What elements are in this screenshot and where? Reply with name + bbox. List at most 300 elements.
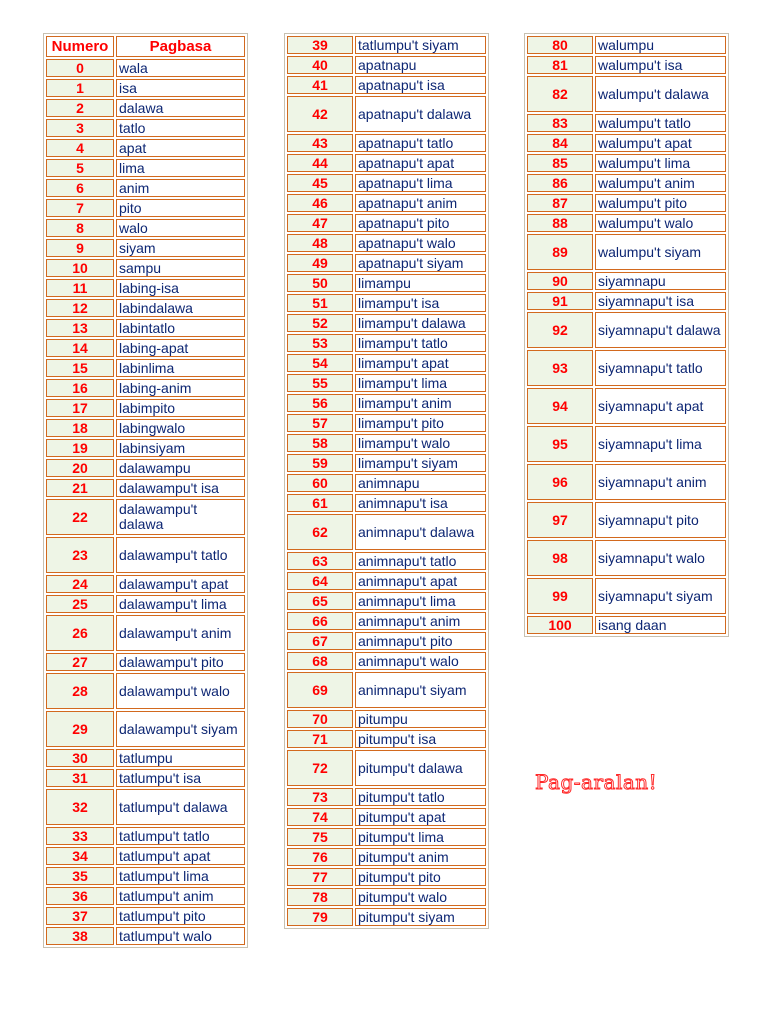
number-cell: 31 xyxy=(46,769,114,787)
reading-cell: walo xyxy=(116,219,245,237)
numbers-table-2 xyxy=(284,33,489,929)
reading-cell: apatnapu't anim xyxy=(355,194,486,212)
number-cell: 86 xyxy=(527,174,593,192)
number-cell: 3 xyxy=(46,119,114,137)
reading-cell: dalawampu't lima xyxy=(116,595,245,613)
table-row xyxy=(46,79,245,97)
reading-cell: walumpu't isa xyxy=(595,56,726,74)
study-note: Pag-aralan! xyxy=(535,770,658,794)
reading-cell: labintatlo xyxy=(116,319,245,337)
reading-cell: pitumpu't siyam xyxy=(355,908,486,926)
table-row xyxy=(527,292,726,310)
number-cell: 83 xyxy=(527,114,593,132)
table-row xyxy=(46,847,245,865)
number-cell: 56 xyxy=(287,394,353,412)
number-cell: 87 xyxy=(527,194,593,212)
reading-cell: walumpu't lima xyxy=(595,154,726,172)
reading-cell: siyamnapu't anim xyxy=(595,464,726,500)
table-row xyxy=(46,537,245,573)
table-row xyxy=(46,139,245,157)
number-cell: 97 xyxy=(527,502,593,538)
reading-cell: tatlumpu't isa xyxy=(116,769,245,787)
number-cell: 94 xyxy=(527,388,593,424)
number-cell: 17 xyxy=(46,399,114,417)
reading-cell: siyamnapu't apat xyxy=(595,388,726,424)
table-row xyxy=(46,711,245,747)
reading-cell: pitumpu't tatlo xyxy=(355,788,486,806)
table-row xyxy=(527,616,726,634)
reading-cell: siyam xyxy=(116,239,245,257)
reading-cell: dalawampu't isa xyxy=(116,479,245,497)
number-cell: 53 xyxy=(287,334,353,352)
table-row xyxy=(527,502,726,538)
table-row xyxy=(527,36,726,54)
table-row xyxy=(287,96,486,132)
reading-cell: siyamnapu't tatlo xyxy=(595,350,726,386)
table-row xyxy=(46,239,245,257)
reading-cell: walumpu xyxy=(595,36,726,54)
number-cell: 61 xyxy=(287,494,353,512)
number-cell: 57 xyxy=(287,414,353,432)
number-cell: 52 xyxy=(287,314,353,332)
reading-cell: animnapu't anim xyxy=(355,612,486,630)
number-cell: 21 xyxy=(46,479,114,497)
reading-cell: limampu't siyam xyxy=(355,454,486,472)
table-row xyxy=(287,394,486,412)
table-row xyxy=(46,673,245,709)
reading-cell: animnapu't apat xyxy=(355,572,486,590)
reading-cell: tatlumpu xyxy=(116,749,245,767)
number-cell: 28 xyxy=(46,673,114,709)
table-row xyxy=(287,494,486,512)
table-row xyxy=(46,459,245,477)
reading-cell: animnapu't isa xyxy=(355,494,486,512)
reading-cell: dalawampu't walo xyxy=(116,673,245,709)
table-row xyxy=(287,592,486,610)
number-cell: 98 xyxy=(527,540,593,576)
reading-cell: pitumpu't pito xyxy=(355,868,486,886)
table-row xyxy=(46,219,245,237)
reading-cell: pitumpu xyxy=(355,710,486,728)
table-row xyxy=(287,214,486,232)
table-row xyxy=(287,552,486,570)
table-row xyxy=(527,388,726,424)
table-row xyxy=(46,399,245,417)
reading-cell: walumpu't siyam xyxy=(595,234,726,270)
table-row xyxy=(287,134,486,152)
number-cell: 81 xyxy=(527,56,593,74)
number-cell: 26 xyxy=(46,615,114,651)
number-cell: 5 xyxy=(46,159,114,177)
reading-cell: animnapu't pito xyxy=(355,632,486,650)
table-row xyxy=(527,350,726,386)
number-cell: 73 xyxy=(287,788,353,806)
table-row xyxy=(287,434,486,452)
number-cell: 10 xyxy=(46,259,114,277)
table-row xyxy=(527,426,726,462)
table-row xyxy=(287,888,486,906)
number-cell: 8 xyxy=(46,219,114,237)
reading-cell: apatnapu't dalawa xyxy=(355,96,486,132)
reading-cell: dalawa xyxy=(116,99,245,117)
table-row xyxy=(287,374,486,392)
number-cell: 70 xyxy=(287,710,353,728)
number-cell: 63 xyxy=(287,552,353,570)
table-row xyxy=(46,887,245,905)
reading-cell: pitumpu't dalawa xyxy=(355,750,486,786)
number-cell: 85 xyxy=(527,154,593,172)
reading-cell: wala xyxy=(116,59,245,77)
reading-cell: pito xyxy=(116,199,245,217)
table-row xyxy=(46,749,245,767)
reading-cell: apatnapu't walo xyxy=(355,234,486,252)
number-cell: 33 xyxy=(46,827,114,845)
numbers-table-3 xyxy=(524,33,729,637)
reading-cell: animnapu't lima xyxy=(355,592,486,610)
reading-cell: tatlumpu't dalawa xyxy=(116,789,245,825)
number-cell: 54 xyxy=(287,354,353,372)
reading-cell: tatlumpu't tatlo xyxy=(116,827,245,845)
number-cell: 22 xyxy=(46,499,114,535)
reading-cell: limampu't anim xyxy=(355,394,486,412)
table-header-row xyxy=(46,36,245,57)
reading-cell: apat xyxy=(116,139,245,157)
number-cell: 47 xyxy=(287,214,353,232)
number-cell: 95 xyxy=(527,426,593,462)
reading-cell: tatlumpu't pito xyxy=(116,907,245,925)
number-cell: 4 xyxy=(46,139,114,157)
table-row xyxy=(46,279,245,297)
reading-cell: siyamnapu't walo xyxy=(595,540,726,576)
number-cell: 66 xyxy=(287,612,353,630)
number-cell: 43 xyxy=(287,134,353,152)
table-row xyxy=(46,359,245,377)
table-row xyxy=(527,234,726,270)
reading-cell: labing-apat xyxy=(116,339,245,357)
reading-cell: isa xyxy=(116,79,245,97)
reading-cell: pitumpu't walo xyxy=(355,888,486,906)
reading-cell: labinlima xyxy=(116,359,245,377)
number-cell: 38 xyxy=(46,927,114,945)
reading-cell: dalawampu xyxy=(116,459,245,477)
number-cell: 62 xyxy=(287,514,353,550)
table-row xyxy=(46,199,245,217)
reading-cell: walumpu't apat xyxy=(595,134,726,152)
reading-cell: limampu't walo xyxy=(355,434,486,452)
number-cell: 93 xyxy=(527,350,593,386)
reading-cell: labindalawa xyxy=(116,299,245,317)
number-cell: 0 xyxy=(46,59,114,77)
table-row xyxy=(287,194,486,212)
reading-cell: siyamnapu't lima xyxy=(595,426,726,462)
number-cell: 60 xyxy=(287,474,353,492)
table-row xyxy=(527,540,726,576)
reading-cell: animnapu xyxy=(355,474,486,492)
number-cell: 65 xyxy=(287,592,353,610)
number-cell: 36 xyxy=(46,887,114,905)
reading-cell: siyamnapu't pito xyxy=(595,502,726,538)
number-cell: 2 xyxy=(46,99,114,117)
number-cell: 82 xyxy=(527,76,593,112)
reading-cell: walumpu't walo xyxy=(595,214,726,232)
number-cell: 27 xyxy=(46,653,114,671)
table-row xyxy=(287,652,486,670)
number-cell: 69 xyxy=(287,672,353,708)
table-row xyxy=(287,848,486,866)
number-cell: 13 xyxy=(46,319,114,337)
table-row xyxy=(287,612,486,630)
numbers-table-1-body xyxy=(46,59,245,945)
number-cell: 6 xyxy=(46,179,114,197)
reading-cell: siyamnapu xyxy=(595,272,726,290)
table-row xyxy=(46,499,245,535)
table-row xyxy=(46,299,245,317)
number-cell: 96 xyxy=(527,464,593,500)
number-cell: 20 xyxy=(46,459,114,477)
reading-cell: limampu't isa xyxy=(355,294,486,312)
reading-cell: lima xyxy=(116,159,245,177)
reading-cell: walumpu't tatlo xyxy=(595,114,726,132)
table-row xyxy=(287,908,486,926)
table-row xyxy=(287,154,486,172)
table-row xyxy=(287,36,486,54)
table-row xyxy=(46,379,245,397)
table-row xyxy=(46,575,245,593)
reading-cell: dalawampu't siyam xyxy=(116,711,245,747)
table-row xyxy=(287,788,486,806)
reading-cell: tatlumpu't anim xyxy=(116,887,245,905)
table-row xyxy=(527,578,726,614)
reading-cell: isang daan xyxy=(595,616,726,634)
number-cell: 45 xyxy=(287,174,353,192)
number-cell: 32 xyxy=(46,789,114,825)
number-cell: 71 xyxy=(287,730,353,748)
number-cell: 89 xyxy=(527,234,593,270)
number-cell: 42 xyxy=(287,96,353,132)
numbers-table-1 xyxy=(43,33,248,948)
reading-cell: limampu't dalawa xyxy=(355,314,486,332)
reading-cell: tatlo xyxy=(116,119,245,137)
number-cell: 1 xyxy=(46,79,114,97)
table-row xyxy=(46,439,245,457)
number-cell: 100 xyxy=(527,616,593,634)
reading-cell: tatlumpu't apat xyxy=(116,847,245,865)
table-row xyxy=(46,827,245,845)
numbers-table-3-body xyxy=(527,36,726,634)
numbers-table-2-body xyxy=(287,36,486,926)
table-row xyxy=(287,234,486,252)
table-row xyxy=(287,314,486,332)
table-row xyxy=(46,653,245,671)
number-cell: 30 xyxy=(46,749,114,767)
table-row xyxy=(46,867,245,885)
reading-cell: pitumpu't lima xyxy=(355,828,486,846)
reading-cell: walumpu't anim xyxy=(595,174,726,192)
table-row xyxy=(46,259,245,277)
table-row xyxy=(287,474,486,492)
reading-cell: apatnapu't isa xyxy=(355,76,486,94)
reading-cell: limampu't apat xyxy=(355,354,486,372)
table-row xyxy=(527,154,726,172)
number-cell: 55 xyxy=(287,374,353,392)
number-cell: 88 xyxy=(527,214,593,232)
reading-cell: apatnapu xyxy=(355,56,486,74)
table-row xyxy=(287,414,486,432)
reading-cell: dalawampu't anim xyxy=(116,615,245,651)
reading-cell: animnapu't walo xyxy=(355,652,486,670)
number-cell: 9 xyxy=(46,239,114,257)
number-cell: 7 xyxy=(46,199,114,217)
table-row xyxy=(287,632,486,650)
number-cell: 92 xyxy=(527,312,593,348)
table-row xyxy=(527,464,726,500)
table-row xyxy=(287,730,486,748)
number-cell: 44 xyxy=(287,154,353,172)
table-row xyxy=(527,272,726,290)
number-cell: 15 xyxy=(46,359,114,377)
number-cell: 76 xyxy=(287,848,353,866)
table-row xyxy=(287,354,486,372)
number-cell: 74 xyxy=(287,808,353,826)
number-cell: 11 xyxy=(46,279,114,297)
reading-cell: pitumpu't isa xyxy=(355,730,486,748)
number-cell: 29 xyxy=(46,711,114,747)
number-cell: 68 xyxy=(287,652,353,670)
table-row xyxy=(527,56,726,74)
reading-cell: animnapu't siyam xyxy=(355,672,486,708)
table-row xyxy=(287,174,486,192)
table-row xyxy=(527,114,726,132)
reading-cell: siyamnapu't siyam xyxy=(595,578,726,614)
number-cell: 50 xyxy=(287,274,353,292)
reading-cell: limampu't tatlo xyxy=(355,334,486,352)
reading-cell: pitumpu't apat xyxy=(355,808,486,826)
reading-cell: siyamnapu't dalawa xyxy=(595,312,726,348)
number-cell: 41 xyxy=(287,76,353,94)
table-row xyxy=(287,254,486,272)
number-cell: 40 xyxy=(287,56,353,74)
table-row xyxy=(287,334,486,352)
table-row xyxy=(46,159,245,177)
reading-cell: labimpito xyxy=(116,399,245,417)
table-row xyxy=(287,56,486,74)
number-cell: 80 xyxy=(527,36,593,54)
number-cell: 19 xyxy=(46,439,114,457)
reading-cell: animnapu't tatlo xyxy=(355,552,486,570)
reading-cell: dalawampu't pito xyxy=(116,653,245,671)
reading-cell: anim xyxy=(116,179,245,197)
reading-cell: apatnapu't pito xyxy=(355,214,486,232)
table-row xyxy=(46,479,245,497)
number-cell: 79 xyxy=(287,908,353,926)
reading-cell: dalawampu't apat xyxy=(116,575,245,593)
reading-cell: pitumpu't anim xyxy=(355,848,486,866)
table-row xyxy=(287,454,486,472)
table-row xyxy=(287,294,486,312)
number-cell: 91 xyxy=(527,292,593,310)
table-row xyxy=(46,319,245,337)
table-row xyxy=(287,808,486,826)
number-cell: 39 xyxy=(287,36,353,54)
table-row xyxy=(46,595,245,613)
reading-cell: labing-anim xyxy=(116,379,245,397)
reading-cell: limampu xyxy=(355,274,486,292)
table-row xyxy=(46,59,245,77)
table-row xyxy=(527,134,726,152)
number-cell: 78 xyxy=(287,888,353,906)
number-cell: 90 xyxy=(527,272,593,290)
table-row xyxy=(46,119,245,137)
number-cell: 14 xyxy=(46,339,114,357)
number-cell: 64 xyxy=(287,572,353,590)
table-row xyxy=(287,710,486,728)
reading-cell: walumpu't dalawa xyxy=(595,76,726,112)
table-row xyxy=(287,76,486,94)
table-row xyxy=(527,76,726,112)
reading-cell: dalawampu't dalawa xyxy=(116,499,245,535)
number-cell: 35 xyxy=(46,867,114,885)
reading-cell: limampu't lima xyxy=(355,374,486,392)
reading-cell: tatlumpu't walo xyxy=(116,927,245,945)
reading-cell: tatlumpu't lima xyxy=(116,867,245,885)
number-cell: 75 xyxy=(287,828,353,846)
number-cell: 48 xyxy=(287,234,353,252)
number-cell: 51 xyxy=(287,294,353,312)
table-row xyxy=(287,514,486,550)
table-row xyxy=(46,769,245,787)
number-cell: 84 xyxy=(527,134,593,152)
number-cell: 18 xyxy=(46,419,114,437)
table-row xyxy=(46,907,245,925)
header-number: Numero xyxy=(46,36,114,57)
number-cell: 16 xyxy=(46,379,114,397)
header-reading: Pagbasa xyxy=(116,36,245,57)
number-cell: 12 xyxy=(46,299,114,317)
table-row xyxy=(287,750,486,786)
table-row xyxy=(46,419,245,437)
number-cell: 25 xyxy=(46,595,114,613)
reading-cell: siyamnapu't isa xyxy=(595,292,726,310)
table-row xyxy=(527,194,726,212)
number-cell: 72 xyxy=(287,750,353,786)
reading-cell: apatnapu't siyam xyxy=(355,254,486,272)
number-cell: 49 xyxy=(287,254,353,272)
reading-cell: labinsiyam xyxy=(116,439,245,457)
table-row xyxy=(527,312,726,348)
number-cell: 46 xyxy=(287,194,353,212)
reading-cell: limampu't pito xyxy=(355,414,486,432)
reading-cell: labingwalo xyxy=(116,419,245,437)
reading-cell: sampu xyxy=(116,259,245,277)
table-row xyxy=(287,572,486,590)
table-row xyxy=(287,828,486,846)
number-cell: 24 xyxy=(46,575,114,593)
table-row xyxy=(287,274,486,292)
table-row xyxy=(46,179,245,197)
reading-cell: apatnapu't lima xyxy=(355,174,486,192)
number-cell: 23 xyxy=(46,537,114,573)
number-cell: 58 xyxy=(287,434,353,452)
table-row xyxy=(527,174,726,192)
number-cell: 67 xyxy=(287,632,353,650)
table-row xyxy=(46,615,245,651)
table-row xyxy=(46,339,245,357)
number-cell: 99 xyxy=(527,578,593,614)
reading-cell: dalawampu't tatlo xyxy=(116,537,245,573)
table-row xyxy=(46,99,245,117)
reading-cell: apatnapu't apat xyxy=(355,154,486,172)
reading-cell: tatlumpu't siyam xyxy=(355,36,486,54)
